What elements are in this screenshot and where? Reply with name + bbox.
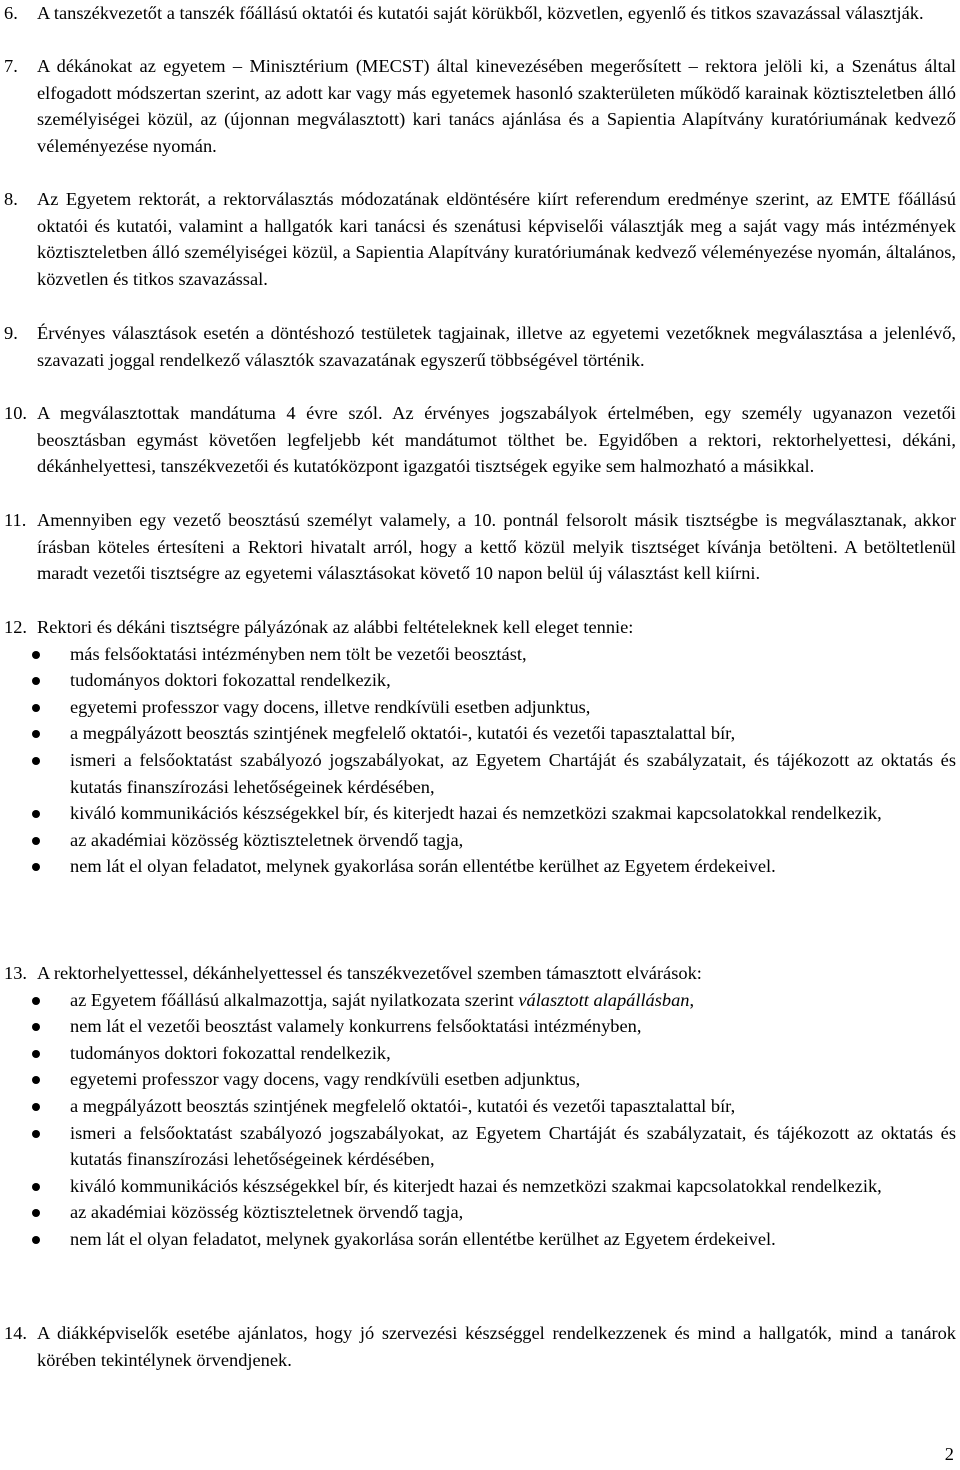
list-item-text: más felsőoktatási intézményben nem tölt be vezetői beosztást,	[70, 643, 527, 664]
bullet-icon	[32, 1209, 40, 1217]
list-item	[70, 641, 956, 668]
paragraph-12	[4, 614, 956, 880]
list-item	[70, 800, 956, 827]
paragraph-text: A megválasztottak mandátuma 4 évre szól. Az érvényes jogszabályok értelmében, egy személy ugyanazon vezetői beosztásban egymást követően legfeljebb két mandátumot tölthet be. Egyidőben a rektori, rektorhelyettesi, dékáni, dékánhelyettesi, tanszékvezetői és kutatóközpont igazgatói tisztségek egyike sem halmozható a másikkal.	[37, 403, 956, 477]
list-item	[70, 694, 956, 721]
list-item-text: az akadémiai közösség köztiszteletnek örvendő tagja,	[70, 829, 464, 850]
bullet-icon	[32, 1076, 40, 1084]
requirements-list-12	[4, 641, 956, 880]
paragraph-14	[4, 1320, 956, 1373]
paragraph-9	[4, 320, 956, 373]
list-item-text: nem lát el olyan feladatot, melynek gyakorlása során ellentétbe kerülhet az Egyetem érdekeivel.	[70, 856, 776, 877]
bullet-icon	[32, 704, 40, 712]
paragraph-text: Érvényes választások esetén a döntéshozó testületek tagjainak, illetve az egyetemi vezetőknek megválasztása a jelenlévő, szavazati joggal rendelkező választók szavazatának egyszerű többségével történik.	[37, 323, 956, 370]
list-item-text: kiváló kommunikációs készségekkel bír, és kiterjedt hazai és nemzetközi szakmai kapcsolatokkal rendelkezik,	[70, 803, 882, 824]
paragraph-13	[4, 960, 956, 1253]
paragraph-text: A rektorhelyettessel, dékánhelyettessel és tanszékvezetővel szemben támasztott elvárások:	[37, 963, 702, 983]
bullet-icon	[32, 1023, 40, 1031]
list-item-text: kiváló kommunikációs készségekkel bír, és kiterjedt hazai és nemzetközi szakmai kapcsolatokkal rendelkezik,	[70, 1175, 882, 1196]
list-item-text: nem lát el olyan feladatot, melynek gyakorlása során ellentétbe kerülhet az Egyetem érdekeivel.	[70, 1228, 776, 1249]
paragraph-number: 11.	[4, 510, 27, 530]
paragraph-number: 7.	[4, 56, 18, 76]
list-item-text: egyetemi professzor vagy docens, illetve rendkívüli esetben adjunktus,	[70, 696, 591, 717]
list-item-text: a megpályázott beosztás szintjének megfelelő oktatói-, kutatói és vezetői tapasztalattal bír,	[70, 1095, 736, 1116]
list-item	[70, 1199, 956, 1226]
bullet-icon	[32, 997, 40, 1005]
paragraph-number: 6.	[4, 3, 18, 23]
bullet-icon	[32, 810, 40, 818]
list-item	[70, 1066, 956, 1093]
bullet-icon	[32, 1183, 40, 1191]
bullet-icon	[32, 651, 40, 659]
paragraph-number: 12.	[4, 617, 27, 637]
list-item	[70, 1173, 956, 1200]
bullet-icon	[32, 1130, 40, 1138]
paragraph-8	[4, 186, 956, 292]
bullet-icon	[32, 1236, 40, 1244]
bullet-icon	[32, 730, 40, 738]
requirements-list-13	[4, 987, 956, 1253]
paragraph-number: 10.	[4, 403, 27, 423]
list-item	[70, 720, 956, 747]
paragraph-text: Az Egyetem rektorát, a rektorválasztás módozatának eldöntésére kiírt referendum eredménye szerint, az EMTE főállású oktatói és kutatói, valamint a hallgatók kari tanácsi és szenátusi képviselői választják meg a saját vagy más intézmények köztiszteletben álló személyiségei közül, a Sapientia Alapítvány kuratóriumának kedvező véleményezése nyomán, általános, közvetlen és titkos szavazással.	[37, 189, 956, 289]
paragraph-11	[4, 507, 956, 587]
list-item	[70, 987, 956, 1014]
paragraph-10	[4, 400, 956, 480]
paragraph-7	[4, 53, 956, 159]
bullet-icon	[32, 1050, 40, 1058]
paragraph-text: A diákképviselők esetébe ajánlatos, hogy jó szervezési készséggel rendelkezzenek és mind a hallgatók, mind a tanárok körében tekintélynek örvendjenek.	[37, 1323, 956, 1370]
list-item-text: nem lát el vezetői beosztást valamely konkurrens felsőoktatási intézményben,	[70, 1016, 642, 1037]
list-item	[70, 853, 956, 880]
paragraph-number: 9.	[4, 323, 18, 343]
list-item	[70, 1226, 956, 1253]
list-item	[70, 667, 956, 694]
bullet-icon	[32, 863, 40, 871]
paragraph-number: 14.	[4, 1323, 27, 1343]
page-number: 2	[944, 1444, 954, 1465]
list-item-text: a megpályázott beosztás szintjének megfelelő oktatói-, kutatói és vezetői tapasztalattal bír,	[70, 723, 736, 744]
list-item	[70, 1013, 956, 1040]
list-item-text: az Egyetem főállású alkalmazottja, saját nyilatkozata szerint	[70, 989, 519, 1010]
bullet-icon	[32, 837, 40, 845]
list-item-text: ismeri a felsőoktatást szabályozó jogszabályokat, az Egyetem Chartáját és szabályzatait, és tájékozott az oktatás és kutatás finanszírozási lehetőségeinek kérdésében,	[70, 749, 956, 797]
paragraph-text: A dékánokat az egyetem – Minisztérium (MECST) által kinevezésében megerősített – rektora jelöli ki, a Szenátus által elfogadott módszertan szerint, az adott kar vagy más egyetemek hasonló szakterületen működő karainak köztiszteletben álló személyiségei közül, az (újonnan megválasztott) kari tanács ajánlása és a Sapientia Alapítvány kuratóriumának kedvező véleményezése nyomán.	[37, 56, 956, 156]
list-item	[70, 1093, 956, 1120]
list-item	[70, 1040, 956, 1067]
paragraph-number: 8.	[4, 189, 18, 209]
list-item-italic-text: választott alapállásban	[518, 989, 690, 1010]
bullet-icon	[32, 677, 40, 685]
paragraph-number: 13.	[4, 963, 27, 983]
list-item-text: az akadémiai közösség köztiszteletnek örvendő tagja,	[70, 1202, 464, 1223]
paragraph-text: A tanszékvezetőt a tanszék főállású oktatói és kutatói saját körükből, közvetlen, egyenlő és titkos szavazással választják.	[37, 3, 924, 23]
list-item	[70, 1120, 956, 1173]
list-item-text: ismeri a felsőoktatást szabályozó jogszabályokat, az Egyetem Chartáját és szabályzatait, és tájékozott az oktatás és kutatás finanszírozási lehetőségeinek kérdésében,	[70, 1122, 956, 1170]
paragraph-text: Amennyiben egy vezető beosztású személyt valamely, a 10. pontnál felsorolt másik tisztségbe is megválasztanak, akkor írásban köteles értesíteni a Rektori hivatalt arról, hogy a kettő közül melyik tisztséget kívánja betölteni. A betöltetlenül maradt vezetői tisztségre az egyetemi választásokat követő 10 napon belül új választást kell kiírni.	[37, 510, 956, 584]
list-item	[70, 747, 956, 800]
list-item-text: egyetemi professzor vagy docens, vagy rendkívüli esetben adjunktus,	[70, 1069, 581, 1090]
bullet-icon	[32, 757, 40, 765]
list-item	[70, 827, 956, 854]
list-item-text: tudományos doktori fokozattal rendelkezik,	[70, 670, 391, 691]
list-item-text: tudományos doktori fokozattal rendelkezik,	[70, 1042, 391, 1063]
list-item-text-suffix: ,	[689, 989, 695, 1010]
paragraph-text: Rektori és dékáni tisztségre pályázónak az alábbi feltételeknek kell eleget tennie:	[37, 617, 634, 637]
bullet-icon	[32, 1103, 40, 1111]
paragraph-6	[4, 0, 956, 27]
